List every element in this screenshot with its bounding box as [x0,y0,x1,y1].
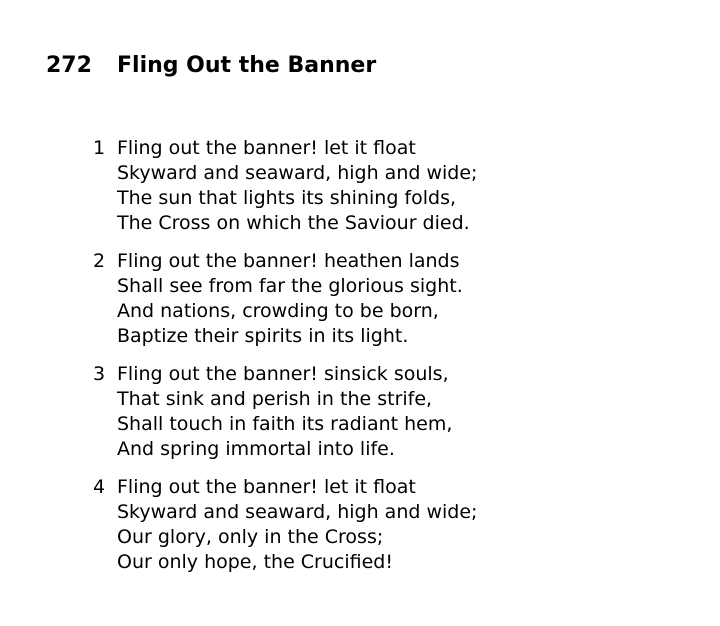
verse-number: 1 [93,137,106,159]
verse-number: 2 [93,250,106,272]
verse [93,249,693,349]
verse-line: Our only hope, the Crucified! [117,551,393,573]
verse-line: Fling out the banner! sinsick souls, [117,363,449,385]
hymn-header [46,52,376,80]
verse-number: 3 [93,363,106,385]
verse [93,362,693,462]
verse [93,475,693,575]
verse-number: 4 [93,476,106,498]
verse-line: That sink and perish in the strife, [117,388,433,410]
verse [93,136,693,236]
verse-line: Shall touch in faith its radiant hem, [117,413,453,435]
verse-line: Shall see from far the glorious sight. [117,275,463,297]
verse-line: Baptize their spirits in its light. [117,325,409,347]
verse-line: Fling out the banner! let it float [117,137,416,159]
verse-line: And nations, crowding to be born, [117,300,439,322]
verse-line: The Cross on which the Saviour died. [117,212,470,234]
verse-line: And spring immortal into life. [117,438,395,460]
verse-line: Skyward and seaward, high and wide; [117,162,478,184]
verse-line: Fling out the banner! let it float [117,476,416,498]
verse-line: Skyward and seaward, high and wide; [117,501,478,523]
hymn-number: 272 [46,53,92,78]
verse-line: The sun that lights its shining folds, [117,187,457,209]
verses-container [93,136,693,588]
hymn-title: Fling Out the Banner [117,53,377,78]
verse-line: Fling out the banner! heathen lands [117,250,460,272]
verse-line: Our glory, only in the Cross; [117,526,384,548]
